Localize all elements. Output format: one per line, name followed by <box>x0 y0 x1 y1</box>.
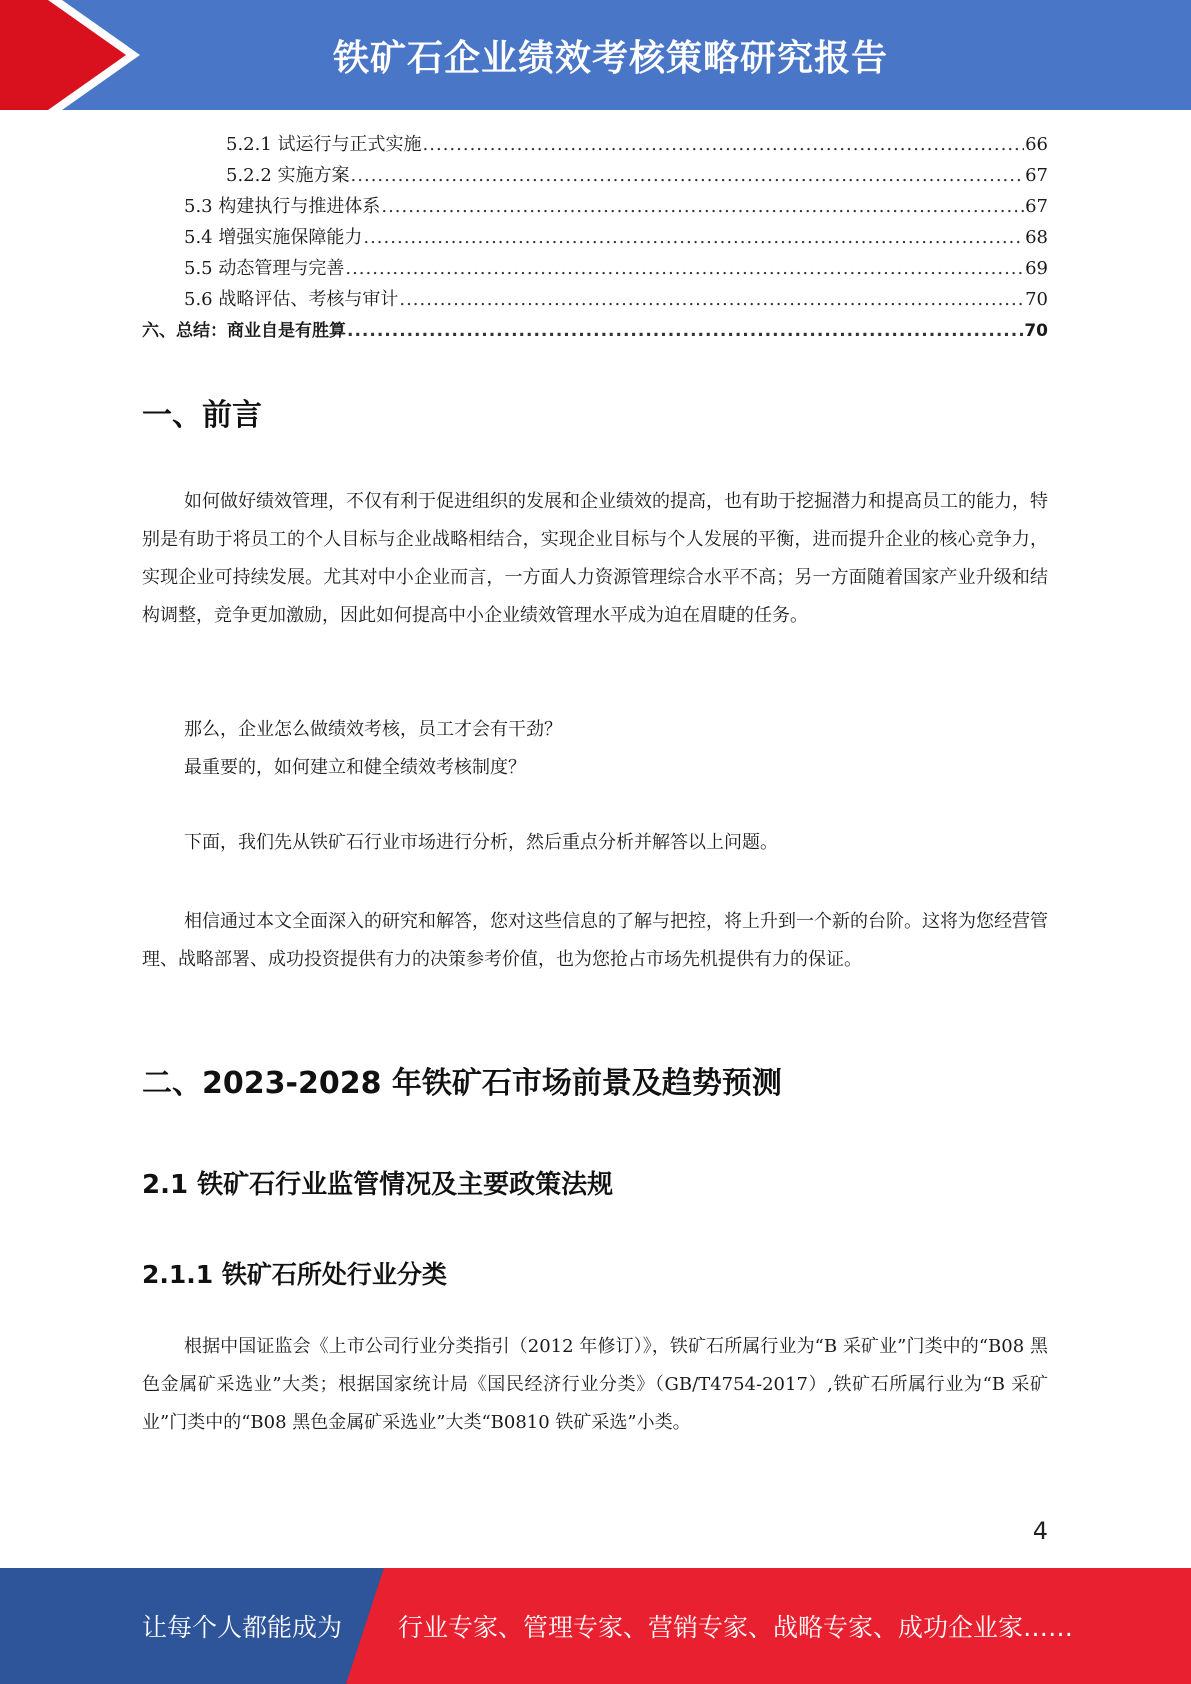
toc-entry-label: 5.5 动态管理与完善 <box>184 258 345 279</box>
toc-entry-page: 67 <box>1025 165 1048 186</box>
toc-entry[interactable] <box>142 161 1048 192</box>
toc-entry[interactable] <box>142 130 1048 161</box>
toc-entry-label: 六、总结：商业自是有胜算 <box>142 321 346 341</box>
preface-paragraph-3: 相信通过本文全面深入的研究和解答，您对这些信息的了解与把控，将上升到一个新的台阶。这将为您经营管理、战略部署、成功投资提供有力的决策参考价值，也为您抢占市场先机提供有力的保证。 <box>142 911 1048 970</box>
toc-entry-page: 66 <box>1025 134 1048 155</box>
page-header <box>0 0 1191 110</box>
preface-question-1: 那么，企业怎么做绩效考核，员工才会有干劲？ <box>184 719 562 740</box>
toc-dot-leader <box>351 165 1025 186</box>
preface-paragraph-2: 下面，我们先从铁矿石行业市场进行分析，然后重点分析并解答以上问题。 <box>184 832 778 853</box>
toc-dot-leader <box>347 321 1023 341</box>
section-heading-market: 二、2023-2028 年铁矿石市场前景及趋势预测 <box>142 1066 782 1101</box>
toc-entry[interactable] <box>142 254 1048 285</box>
toc-entry[interactable] <box>142 285 1048 316</box>
subsection-heading-2-1: 2.1 铁矿石行业监管情况及主要政策法规 <box>142 1170 614 1200</box>
toc-dot-leader <box>381 196 1024 217</box>
preface-question-2: 最重要的，如何建立和健全绩效考核制度？ <box>184 757 526 778</box>
toc-dot-leader <box>399 289 1024 310</box>
toc-entry[interactable] <box>142 223 1048 254</box>
header-title: 铁矿石企业绩效考核策略研究报告 <box>332 38 888 79</box>
subsection-heading-2-1-1: 2.1.1 铁矿石所处行业分类 <box>142 1260 447 1289</box>
footer-slogan-left: 让每个人都能成为 <box>142 1613 343 1642</box>
toc-entry-page: 70 <box>1025 289 1048 310</box>
toc-entry-label: 5.2.2 实施方案 <box>226 165 350 186</box>
toc-entry-page: 68 <box>1025 227 1048 248</box>
page-footer <box>0 1568 1191 1684</box>
toc-entry-page: 70 <box>1024 321 1048 341</box>
toc-dot-leader <box>423 134 1025 155</box>
section-heading-preface: 一、前言 <box>142 398 262 433</box>
footer-slogan-right: 行业专家、管理专家、营销专家、战略专家、成功企业家…… <box>398 1613 1074 1642</box>
toc-entry-label: 5.3 构建执行与推进体系 <box>184 196 381 217</box>
toc-entry[interactable] <box>142 316 1048 347</box>
preface-paragraph-1: 如何做好绩效管理，不仅有利于促进组织的发展和企业绩效的提高，也有助于挖掘潜力和提高员工的能力，特别是有助于将员工的个人目标与企业战略相结合，实现企业目标与个人发展的平衡，进而提升企业的核心竞争力，实现企业可持续发展。尤其对中小企业而言，一方面人力资源管理综合水平不高；另一方面随着国家产业升级和结构调整，竞争更加激励，因此如何提高中小企业绩效管理水平成为迫在眉睫的任务。 <box>142 491 1048 626</box>
toc-entry-page: 69 <box>1025 258 1048 279</box>
toc-entry-label: 5.6 战略评估、考核与审计 <box>184 289 399 310</box>
table-of-contents <box>142 130 1048 347</box>
toc-entry-label: 5.2.1 试运行与正式实施 <box>226 134 422 155</box>
toc-dot-leader <box>345 258 1024 279</box>
toc-dot-leader <box>363 227 1024 248</box>
classification-paragraph: 根据中国证监会《上市公司行业分类指引（2012 年修订）》，铁矿石所属行业为“B 采矿业”门类中的“B08 黑色金属矿采选业”大类；根据国家统计局《国民经济行业分类》（GB/T4754-2017）,铁矿石所属行业为“B 采矿业”门类中的“B08 黑色金属矿采选业”大类“B0810 铁矿采选”小类。 <box>142 1336 1048 1433</box>
toc-entry-label: 5.4 增强实施保障能力 <box>184 227 363 248</box>
toc-entry[interactable] <box>142 192 1048 223</box>
toc-entry-page: 67 <box>1025 196 1048 217</box>
page-number: 4 <box>1032 1517 1048 1545</box>
